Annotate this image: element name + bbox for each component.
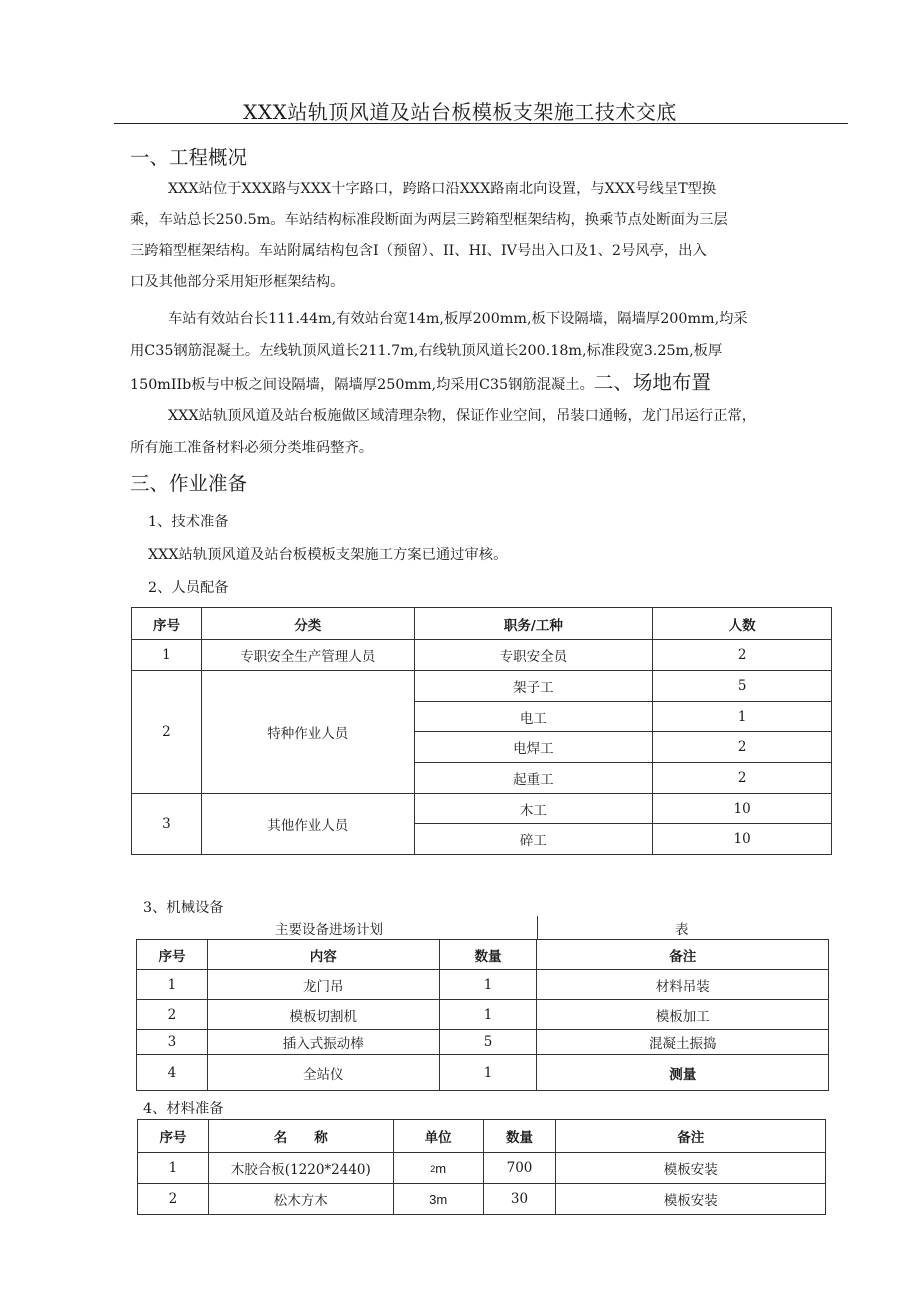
staff-role: 木工 [414, 794, 653, 824]
staff-count: 2 [653, 640, 832, 671]
materials-col-name: 名 称 [208, 1120, 393, 1153]
equipment-heading: 3、机械设备 [143, 900, 224, 916]
site-para-line1: XXX站轨顶风道及站台板施做区域清理杂物，保证作业空间，吊装口通畅，龙门吊运行正常， [168, 408, 757, 424]
staff-heading: 2、人员配备 [148, 580, 229, 596]
staff-category: 特种作业人员 [201, 671, 414, 794]
staff-role: 电焊工 [414, 732, 653, 763]
table-row [132, 640, 832, 671]
overview-para1-line3: 三跨箱型框架结构。车站附属结构包含I（预留）、II、HI、IV号出入口及1、2号风亭，出入 [130, 243, 707, 259]
staff-role: 起重工 [414, 763, 653, 794]
overview-para2-line3 [130, 367, 711, 401]
equipment-col-no: 序号 [137, 940, 208, 970]
overview-para1-line1: XXX站位于XXX路与XXX十字路口，跨路口沿XXX路南北向设置，与XXX号线呈T型换 [168, 181, 717, 197]
equipment-item: 全站仪 [207, 1055, 439, 1091]
equipment-qty: 5 [439, 1030, 537, 1055]
table-row [137, 1055, 829, 1091]
tech-prep-heading: 1、技术准备 [148, 514, 229, 530]
section-2-heading: 二、场地布置 [593, 371, 711, 394]
equipment-col-note: 备注 [537, 940, 829, 970]
material-no: 2 [138, 1184, 209, 1215]
material-unit-base: m [435, 1160, 447, 1176]
equipment-header-row [137, 940, 829, 970]
title-underline [114, 123, 848, 124]
staff-role: 架子工 [414, 671, 653, 702]
staff-no: 1 [132, 640, 202, 671]
document-title: XXX站轨顶风道及站台板模板支架施工技术交底 [243, 100, 677, 124]
staff-role: 专职安全员 [414, 640, 653, 671]
materials-col-note: 备注 [556, 1120, 826, 1153]
equipment-item: 插入式振动棒 [207, 1030, 439, 1055]
equipment-note: 模板加工 [537, 1000, 829, 1030]
overview-para2-line1: 车站有效站台长111.44m,有效站台宽14m,板厚200mm,板下设隔墙，隔墙厚200mm,均采 [168, 311, 748, 327]
equipment-col-qty: 数量 [439, 940, 537, 970]
staff-no: 2 [132, 671, 202, 794]
staff-col-count: 人数 [653, 608, 832, 640]
staff-col-category: 分类 [201, 608, 414, 640]
material-qty: 30 [483, 1184, 556, 1215]
equipment-item: 龙门吊 [207, 970, 439, 1000]
staff-category: 其他作业人员 [201, 794, 414, 855]
staff-table [131, 607, 832, 855]
overview-para1-line4: 口及其他部分采用矩形框架结构。 [130, 274, 345, 290]
staff-count: 2 [653, 732, 832, 763]
table-row [138, 1153, 826, 1184]
equipment-item: 模板切割机 [207, 1000, 439, 1030]
equipment-no: 2 [137, 1000, 208, 1030]
equipment-qty: 1 [439, 1000, 537, 1030]
tech-prep-text: XXX站轨顶风道及站台板模板支架施工方案已通过审核。 [148, 547, 508, 563]
overview-para2-line3-text: 150mIIb板与中板之间设隔墙，隔墙厚250mm,均采用C35钢筋混凝土。 [130, 377, 594, 393]
staff-col-no: 序号 [132, 608, 202, 640]
site-para-line2: 所有施工准备材料必须分类堆码整齐。 [130, 440, 374, 456]
materials-col-qty: 数量 [483, 1120, 556, 1153]
staff-count: 10 [653, 794, 832, 824]
equipment-no: 4 [137, 1055, 208, 1091]
equipment-no: 1 [137, 970, 208, 1000]
staff-no: 3 [132, 794, 202, 855]
table-row [137, 970, 829, 1000]
materials-heading: 4、材料准备 [143, 1101, 224, 1117]
staff-category: 专职安全生产管理人员 [201, 640, 414, 671]
equipment-table [136, 939, 829, 1091]
table-row [138, 1184, 826, 1215]
equipment-caption-left: 主要设备进场计划 [275, 922, 383, 938]
staff-count: 10 [653, 824, 832, 855]
material-name: 松木方木 [208, 1184, 393, 1215]
section-3-heading: 三、作业准备 [130, 472, 248, 495]
equipment-qty: 1 [439, 970, 537, 1000]
table-row [132, 671, 832, 702]
equipment-caption-right: 表 [675, 922, 689, 938]
material-name: 木胶合板(1220*2440) [208, 1153, 393, 1184]
staff-count: 5 [653, 671, 832, 702]
caption-divider [537, 916, 538, 939]
table-row [137, 1000, 829, 1030]
table-row [132, 794, 832, 824]
staff-col-role: 职务/工种 [414, 608, 653, 640]
material-note: 模板安装 [556, 1153, 826, 1184]
equipment-col-item: 内容 [207, 940, 439, 970]
table-row [137, 1030, 829, 1055]
overview-para1-line2: 乘，车站总长250.5m。车站结构标准段断面为两层三跨箱型框架结构，换乘节点处断面为三层 [130, 212, 728, 228]
material-qty: 700 [483, 1153, 556, 1184]
material-no: 1 [138, 1153, 209, 1184]
section-1-heading: 一、工程概况 [130, 146, 248, 169]
staff-count: 1 [653, 702, 832, 732]
staff-header-row [132, 608, 832, 640]
equipment-qty: 1 [439, 1055, 537, 1091]
staff-count: 2 [653, 763, 832, 794]
equipment-note: 混凝土振捣 [537, 1030, 829, 1055]
material-unit-base: m [436, 1191, 448, 1207]
equipment-note: 测量 [537, 1055, 829, 1091]
materials-col-unit: 单位 [393, 1120, 483, 1153]
material-unit [393, 1184, 483, 1215]
materials-col-no: 序号 [138, 1120, 209, 1153]
material-unit-exponent: 2 [430, 1163, 436, 1174]
material-unit [393, 1153, 483, 1184]
material-note: 模板安装 [556, 1184, 826, 1215]
equipment-note: 材料吊装 [537, 970, 829, 1000]
overview-para2-line2: 用C35钢筋混凝土。左线轨顶风道长211.7m,右线轨顶风道长200.18m,标准段宽3.25m,板厚 [130, 343, 723, 359]
materials-header-row [138, 1120, 826, 1153]
staff-role: 碎工 [414, 824, 653, 855]
materials-table [137, 1119, 826, 1215]
equipment-no: 3 [137, 1030, 208, 1055]
material-unit-exponent: 3 [429, 1191, 437, 1207]
staff-role: 电工 [414, 702, 653, 732]
